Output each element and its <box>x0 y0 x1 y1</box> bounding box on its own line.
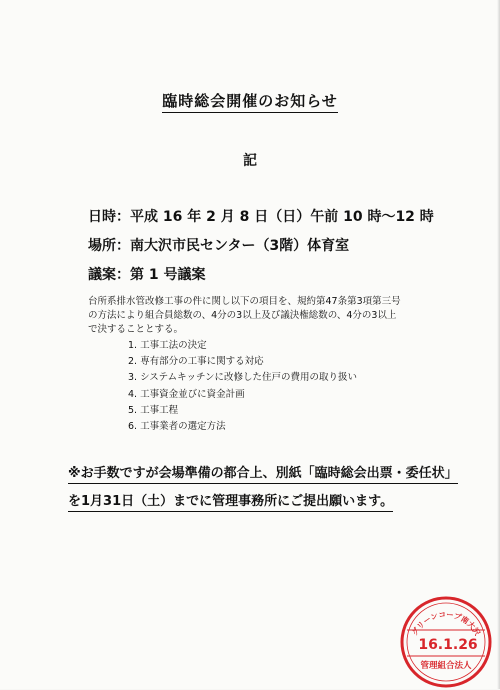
seal-bottom-text: 管理組合法人 <box>420 661 472 671</box>
date-line: 日時：平成 16 年 2 月 8 日（日）午前 10 時〜12 時 <box>88 209 434 225</box>
list-item: 6. 工事業者の選定方法 <box>128 421 226 433</box>
agenda-items-list <box>128 338 357 435</box>
paragraph-line: 台所系排水管改修工事の件に関し以下の項目を、規約第47条第3項第三号 <box>88 296 401 307</box>
place-line: 場所：南大沢市民センター（3階）体育室 <box>88 238 350 254</box>
notice-line-1-text: ※お手数ですが会場準備の都合上、別紙「臨時総会出票・委任状」 <box>68 466 458 484</box>
ki-heading: 記 <box>243 153 257 169</box>
document-title <box>0 90 500 111</box>
date-seal-stamp <box>396 590 496 690</box>
notice-line-2 <box>68 490 393 509</box>
list-item: 1. 工事工法の決定 <box>128 340 207 351</box>
list-item: 2. 専有部分の工事に関する対応 <box>128 356 264 368</box>
document-title-text: 臨時総会開催のお知らせ <box>162 92 338 113</box>
notice-line-1 <box>68 462 458 481</box>
seal-top-text: グリーンコープ南大沢 <box>409 609 483 638</box>
notice-line-2-text: を1月31日（土）までに管理事務所にご提出願います。 <box>68 494 393 512</box>
seal-date-text: 16.1.26 <box>418 637 478 653</box>
agenda-line: 議案：第 1 号議案 <box>88 267 206 283</box>
list-item: 5. 工事工程 <box>128 404 179 416</box>
paragraph-line: で決することとする。 <box>88 324 184 335</box>
paragraph-line: の方法により組合員総数の、4分の3以上及び議決権総数の、4分の3以上 <box>88 310 397 321</box>
agenda-description <box>88 295 458 337</box>
list-item: 4. 工事資金並びに資金計画 <box>128 388 245 400</box>
list-item: 3. システムキッチンに改修した住戸の費用の取り扱い <box>128 372 357 384</box>
